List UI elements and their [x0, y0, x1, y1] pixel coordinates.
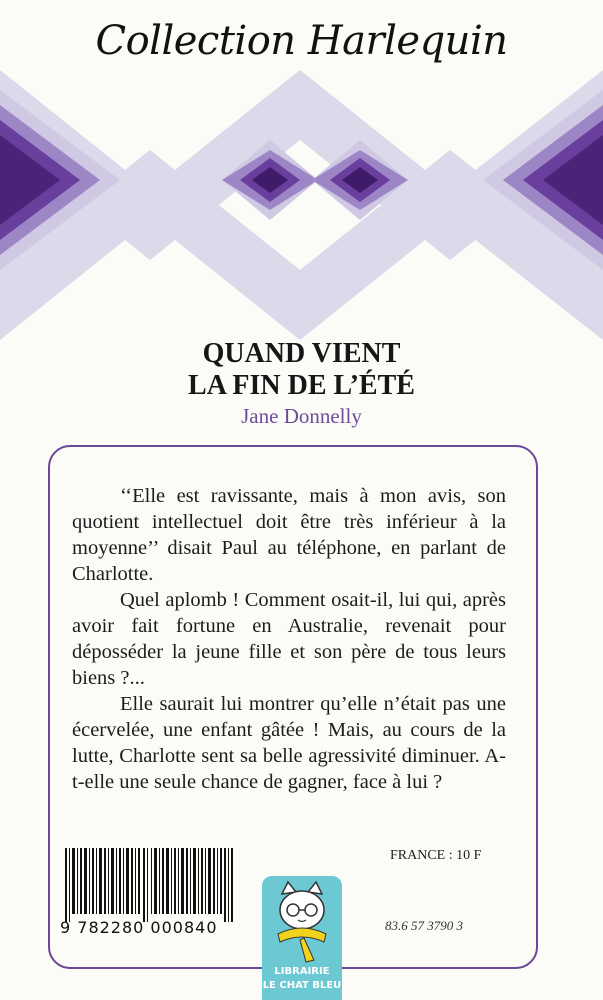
- blurb-paragraph-1: ‘‘Elle est ravissante, mais à mon avis, son quotient intellectuel doit être très inférieur à la moyenne’’ disait Paul au téléphone, en parlant de Charlotte.: [72, 485, 506, 585]
- title-line-2: LA FIN DE L’ÉTÉ: [188, 370, 415, 401]
- blurb-paragraph-3: Elle saurait lui montrer qu’elle n’était pas une écervelée, une enfant gâtée ! Mais, au cours de la lutte, Charlotte sent sa belle agressivité diminuer. A-t-elle une seule chance de gagner, face à lui ?: [72, 693, 506, 793]
- brand-logo: Collection Harlequin: [95, 18, 508, 64]
- title-line-1: QUAND VIENT: [202, 338, 401, 369]
- stamp-line-1: LIBRAIRIE: [274, 966, 330, 977]
- book-title: [0, 338, 603, 402]
- price-label: FRANCE : 10 F: [390, 848, 482, 863]
- cat-icon: [262, 878, 342, 964]
- barcode: [65, 848, 235, 922]
- blurb-text: [72, 483, 506, 795]
- catalog-code: 83.6 57 3790 3: [385, 918, 463, 933]
- bookstore-stamp: [262, 876, 342, 1000]
- stamp-line-2: LE CHAT BLEU: [262, 980, 342, 991]
- author-name: Jane Donnelly: [241, 404, 362, 428]
- barcode-digits: 9 782280 000840: [60, 918, 218, 937]
- blurb-paragraph-2: Quel aplomb ! Comment osait-il, lui qui, après avoir fait fortune en Australie, revenait pour déposséder la jeune fille et son père de tous leurs biens ?...: [72, 589, 506, 689]
- diamond-pattern: [0, 70, 603, 340]
